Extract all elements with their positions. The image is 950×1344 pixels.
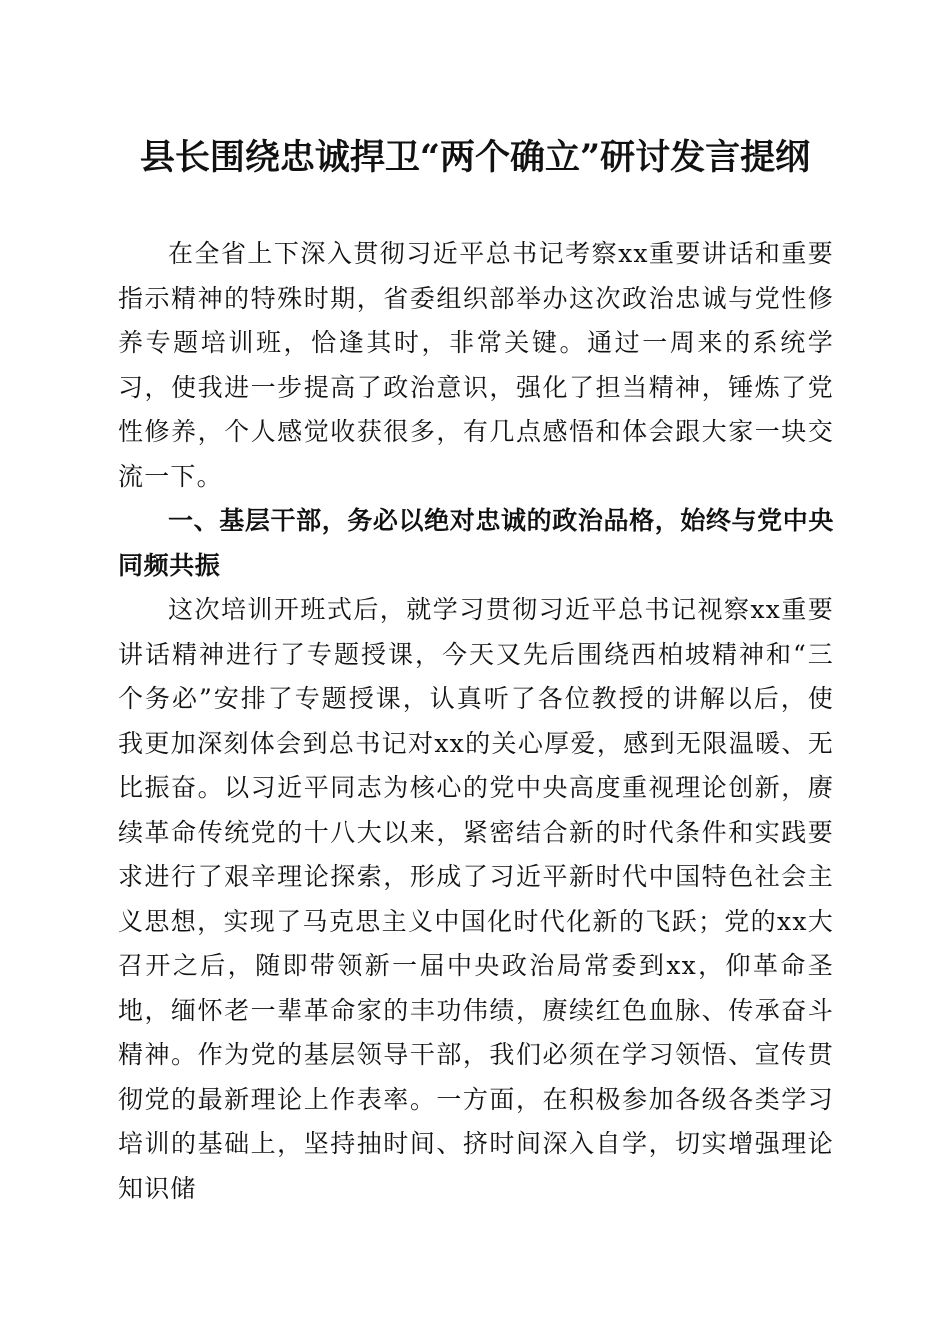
section-1-paragraph: 这次培训开班式后，就学习贯彻习近平总书记视察xx重要讲话精神进行了专题授课，今天又先后围绕西柏坡精神和“三个务必”安排了专题授课，认真听了各位教授的讲解以后，使我更加深刻体会到总书记对xx的关心厚爱，感到无限温暖、无比振奋。以习近平同志为核心的党中央高度重视理论创新，赓续革命传统党的十八大以来，紧密结合新的时代条件和实践要求进行了艰辛理论探索，形成了习近平新时代中国特色社会主义思想，实现了马克思主义中国化时代化新的飞跃；党的xx大召开之后，随即带领新一届中央政治局常委到xx，仰革命圣地，缅怀老一辈革命家的丰功伟绩，赓续红色血脉、传承奋斗精神。作为党的基层领导干部，我们必须在学习领悟、宣传贯彻党的最新理论上作表率。一方面，在积极参加各级各类学习培训的基础上，坚持抽时间、挤时间深入自学，切实增强理论知识储 (118, 595, 834, 1203)
document-title: 县长围绕忠诚捍卫“两个确立”研讨发言提纲 (139, 137, 811, 178)
intro-paragraph: 在全省上下深入贯彻习近平总书记考察xx重要讲话和重要指示精神的特殊时期，省委组织部举办这次政治忠诚与党性修养专题培训班，恰逢其时，非常关键。通过一周来的系统学习，使我进一步提高了政治意识，强化了担当精神，锤炼了党性修养，个人感觉收获很多，有几点感悟和体会跟大家一块交流一下。 (118, 239, 834, 491)
section-heading-1: 一、基层干部，务必以绝对忠诚的政治品格，始终与党中央同频共振 (118, 506, 834, 580)
document-body (118, 232, 834, 1211)
